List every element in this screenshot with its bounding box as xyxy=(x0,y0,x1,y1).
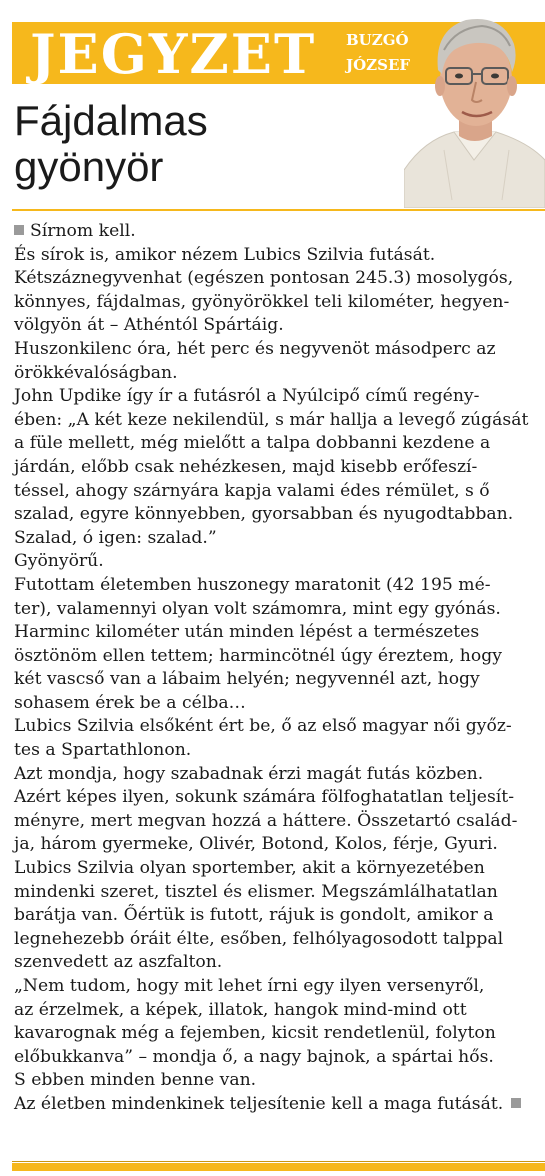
body-line: a füle mellett, még mielőtt a talpa dobbanni kezdene a xyxy=(14,433,491,454)
body-line: az érzelmek, a képek, illatok, hangok mind-mind ott xyxy=(14,999,467,1020)
body-line: John Updike így ír a futásról a Nyúlcipő című regény- xyxy=(14,386,480,407)
author-first-name: BUZGÓ xyxy=(346,31,409,49)
body-line: ében: „A két keze nekilendül, s már hallja a levegő zúgását xyxy=(14,409,529,430)
body-line: völgyön át – Athéntól Spártáig. xyxy=(14,315,284,336)
top-divider xyxy=(12,209,545,211)
author-last-name: JÓZSEF xyxy=(346,56,411,74)
body-line: kavarognak még a fejemben, kicsit rendetlenül, folyton xyxy=(14,1023,496,1044)
body-line: Azt mondja, hogy szabadnak érzi magát futás közben. xyxy=(14,763,484,784)
body-line: Lubics Szilvia elsőként ért be, ő az első magyar női győz- xyxy=(14,716,512,737)
end-marker-icon xyxy=(511,1098,521,1108)
body-line: Azért képes ilyen, sokunk számára fölfoghatatlan teljesít- xyxy=(14,787,515,808)
body-line: járdán, előbb csak nehézkesen, majd kisebb erőfeszí- xyxy=(14,456,478,477)
body-line: szalad, egyre könnyebben, gyorsabban és nyugodtabban. xyxy=(14,504,514,525)
body-line: Futottam életemben huszonegy maratonit (42 195 mé- xyxy=(14,574,491,595)
start-marker-icon xyxy=(14,225,24,235)
body-line: szenvedett az aszfalton. xyxy=(14,952,223,973)
body-line: két vascső van a lábaim helyén; negyvennél azt, hogy xyxy=(14,669,480,690)
bottom-divider-line xyxy=(12,1161,545,1162)
author-portrait-icon xyxy=(404,0,545,208)
section-label: JEGYZET xyxy=(30,22,317,86)
body-line: És sírok is, amikor nézem Lubics Szilvia futását. xyxy=(14,244,436,265)
body-line: Szalad, ó igen: szalad.” xyxy=(14,527,217,548)
body-line: előbukkanva” – mondja ő, a nagy bajnok, a spártai hős. xyxy=(14,1046,494,1067)
body-line: sohasem érek be a célba… xyxy=(14,692,246,713)
body-line: legnehezebb óráit élte, esőben, felhólyagosodott talppal xyxy=(14,928,504,949)
body-line: Huszonkilenc óra, hét perc és negyvenöt másodperc az xyxy=(14,338,496,359)
body-line: S ebben minden benne van. xyxy=(14,1070,257,1091)
body-line: ösztönöm ellen tettem; harmincötnél úgy éreztem, hogy xyxy=(14,645,502,666)
article-body xyxy=(14,220,540,1117)
body-line: ményre, mert megvan hozzá a háttere. Összetartó család- xyxy=(14,810,518,831)
headline-line-1: Fájdalmas xyxy=(14,97,208,144)
body-line: Kétszáznegyvenhat (egészen pontosan 245.3) mosolygós, xyxy=(14,268,514,289)
author-byline xyxy=(346,28,412,78)
body-line: örökkévalóságban. xyxy=(14,362,178,383)
body-line: Harminc kilométer után minden lépést a természetes xyxy=(14,622,480,643)
bottom-divider xyxy=(12,1163,545,1171)
body-line: Sírnom kell. xyxy=(14,220,540,244)
body-line: tes a Spartathlonon. xyxy=(14,740,192,761)
body-line: könnyes, fájdalmas, gyönyörökkel teli kilométer, hegyen- xyxy=(14,291,510,312)
body-line: Az életben mindenkinek teljesítenie kell a maga futását. xyxy=(14,1093,540,1117)
body-line: ter), valamennyi olyan volt számomra, mint egy gyónás. xyxy=(14,598,501,619)
article-headline xyxy=(14,98,208,190)
body-line: „Nem tudom, hogy mit lehet írni egy ilyen versenyről, xyxy=(14,976,485,996)
body-line: téssel, ahogy szárnyára kapja valami édes rémület, s ő xyxy=(14,480,490,501)
body-line: Gyönyörű. xyxy=(14,551,104,572)
body-line: ja, három gyermeke, Olivér, Botond, Kolos, férje, Gyuri. xyxy=(14,834,498,855)
body-line: mindenki szeret, tisztel és elismer. Megszámlálhatatlan xyxy=(14,881,498,902)
body-line: barátja van. Őértük is futott, rájuk is gondolt, amikor a xyxy=(14,905,494,926)
body-line: Lubics Szilvia olyan sportember, akit a környezetében xyxy=(14,858,485,879)
headline-line-2: gyönyör xyxy=(14,143,164,190)
